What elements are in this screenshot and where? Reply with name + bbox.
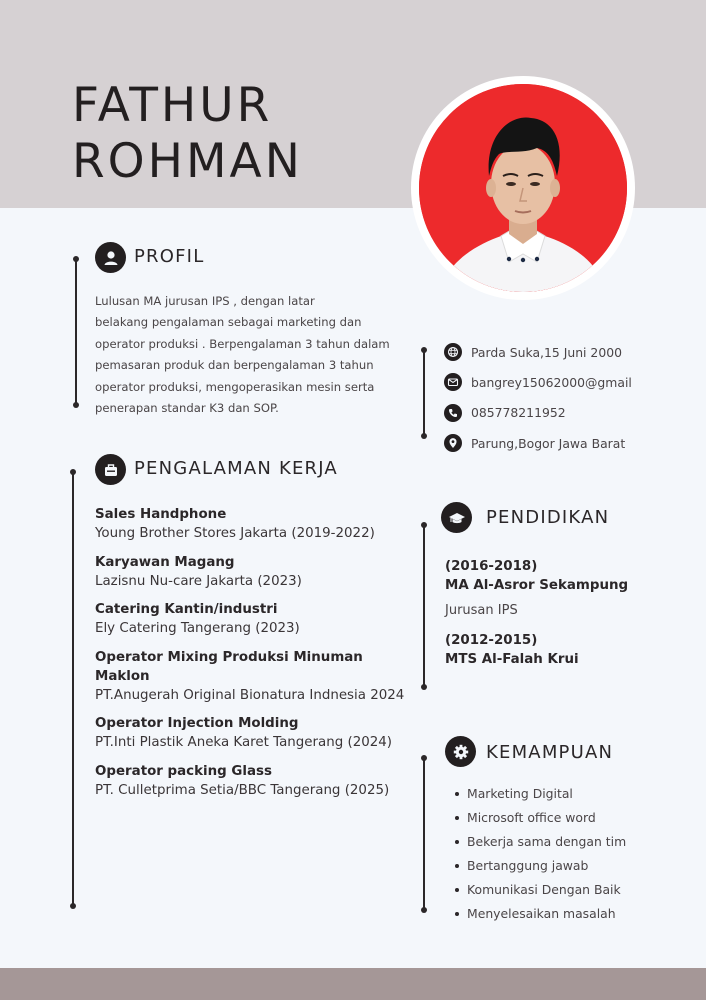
education-major: Jurusan IPS <box>445 603 518 618</box>
profile-line: belakang pengalaman sebagai marketing dan <box>95 315 362 330</box>
briefcase-icon <box>95 454 126 485</box>
profile-line: operator produksi . Berpengalaman 3 tahun dalam <box>95 336 390 351</box>
contact-timeline-line <box>423 350 425 436</box>
experience-section-title: PENGALAMAN KERJA <box>134 458 338 479</box>
skill-item: Bekerja sama dengan tim <box>455 830 626 854</box>
profile-line: penerapan standar K3 dan SOP. <box>95 401 279 416</box>
first-name: FATHUR <box>72 78 273 133</box>
footer-band <box>0 968 706 1000</box>
contact-email <box>444 367 632 397</box>
skill-item: Marketing Digital <box>455 782 626 806</box>
contact-phone <box>444 398 632 428</box>
skills-list <box>455 782 626 926</box>
mail-icon <box>444 373 462 391</box>
education-list <box>445 557 685 669</box>
education-school: MA Al-Asror Sekampung <box>445 578 629 593</box>
contact-text: Parda Suka,15 Juni 2000 <box>471 344 622 360</box>
profile-line: operator produksi, mengoperasikan mesin serta <box>95 379 375 394</box>
education-timeline-line <box>423 525 425 687</box>
job-place: Ely Catering Tangerang (2023) <box>95 621 300 636</box>
job-place: Lazisnu Nu-care Jakarta (2023) <box>95 573 302 589</box>
skills-timeline-line <box>423 758 425 910</box>
job-title: Karyawan Magang <box>95 554 235 570</box>
contact-text: 085778211952 <box>471 405 566 421</box>
job-place: PT.Anugerah Original Bionatura Indnesia 2024 <box>95 687 405 703</box>
contact-birth <box>444 337 632 367</box>
skills-section-title: KEMAMPUAN <box>486 742 614 763</box>
job-item <box>95 600 415 638</box>
job-item <box>95 648 415 705</box>
profile-timeline-line <box>75 259 77 405</box>
contact-text: Parung,Bogor Jawa Barat <box>471 435 626 451</box>
skill-item: Microsoft office word <box>455 806 626 830</box>
job-title: Operator Mixing Produksi Minuman Maklon <box>95 649 363 684</box>
profile-line: Lulusan MA jurusan IPS , dengan latar <box>95 294 315 308</box>
education-years: (2012-2015) <box>445 633 538 648</box>
skill-item: Komunikasi Dengan Baik <box>455 878 626 902</box>
education-item <box>445 631 685 669</box>
globe-icon <box>444 343 462 361</box>
experience-timeline-line <box>72 472 74 906</box>
job-title: Catering Kantin/industri <box>95 602 278 617</box>
job-item <box>95 505 415 543</box>
portrait-illustration <box>419 84 627 292</box>
skill-item: Menyelesaikan masalah <box>455 902 626 926</box>
education-years: (2016-2018) <box>445 559 538 574</box>
graduation-cap-icon <box>441 502 472 533</box>
user-icon <box>95 242 126 273</box>
profile-photo <box>419 84 627 292</box>
skill-item: Bertanggung jawab <box>455 854 626 878</box>
phone-icon <box>444 404 462 422</box>
profile-line: pemasaran produk dan berpengalaman 3 tahun <box>95 358 374 373</box>
job-place: Young Brother Stores Jakarta (2019-2022) <box>95 526 375 541</box>
contact-text: bangrey15062000@gmail <box>471 374 632 390</box>
profile-summary <box>95 291 405 419</box>
location-icon <box>444 434 462 452</box>
job-place: PT. Culletprima Setia/BBC Tangerang (2025) <box>95 782 390 798</box>
job-title: Operator packing Glass <box>95 763 272 779</box>
job-item <box>95 714 415 752</box>
education-school: MTS Al-Falah Krui <box>445 652 579 667</box>
job-item <box>95 553 415 591</box>
job-title: Operator Injection Molding <box>95 716 299 731</box>
job-item <box>95 762 415 800</box>
candidate-name <box>72 78 303 190</box>
education-item <box>445 557 685 620</box>
job-place: PT.Inti Plastik Aneka Karet Tangerang (2024) <box>95 735 392 750</box>
education-section-title: PENDIDIKAN <box>486 507 610 528</box>
contact-list <box>444 337 632 458</box>
contact-address <box>444 428 632 458</box>
profile-section-title: PROFIL <box>134 246 205 267</box>
last-name: ROHMAN <box>72 134 303 189</box>
job-list <box>95 505 415 809</box>
job-title: Sales Handphone <box>95 507 227 522</box>
gear-icon <box>445 736 476 767</box>
